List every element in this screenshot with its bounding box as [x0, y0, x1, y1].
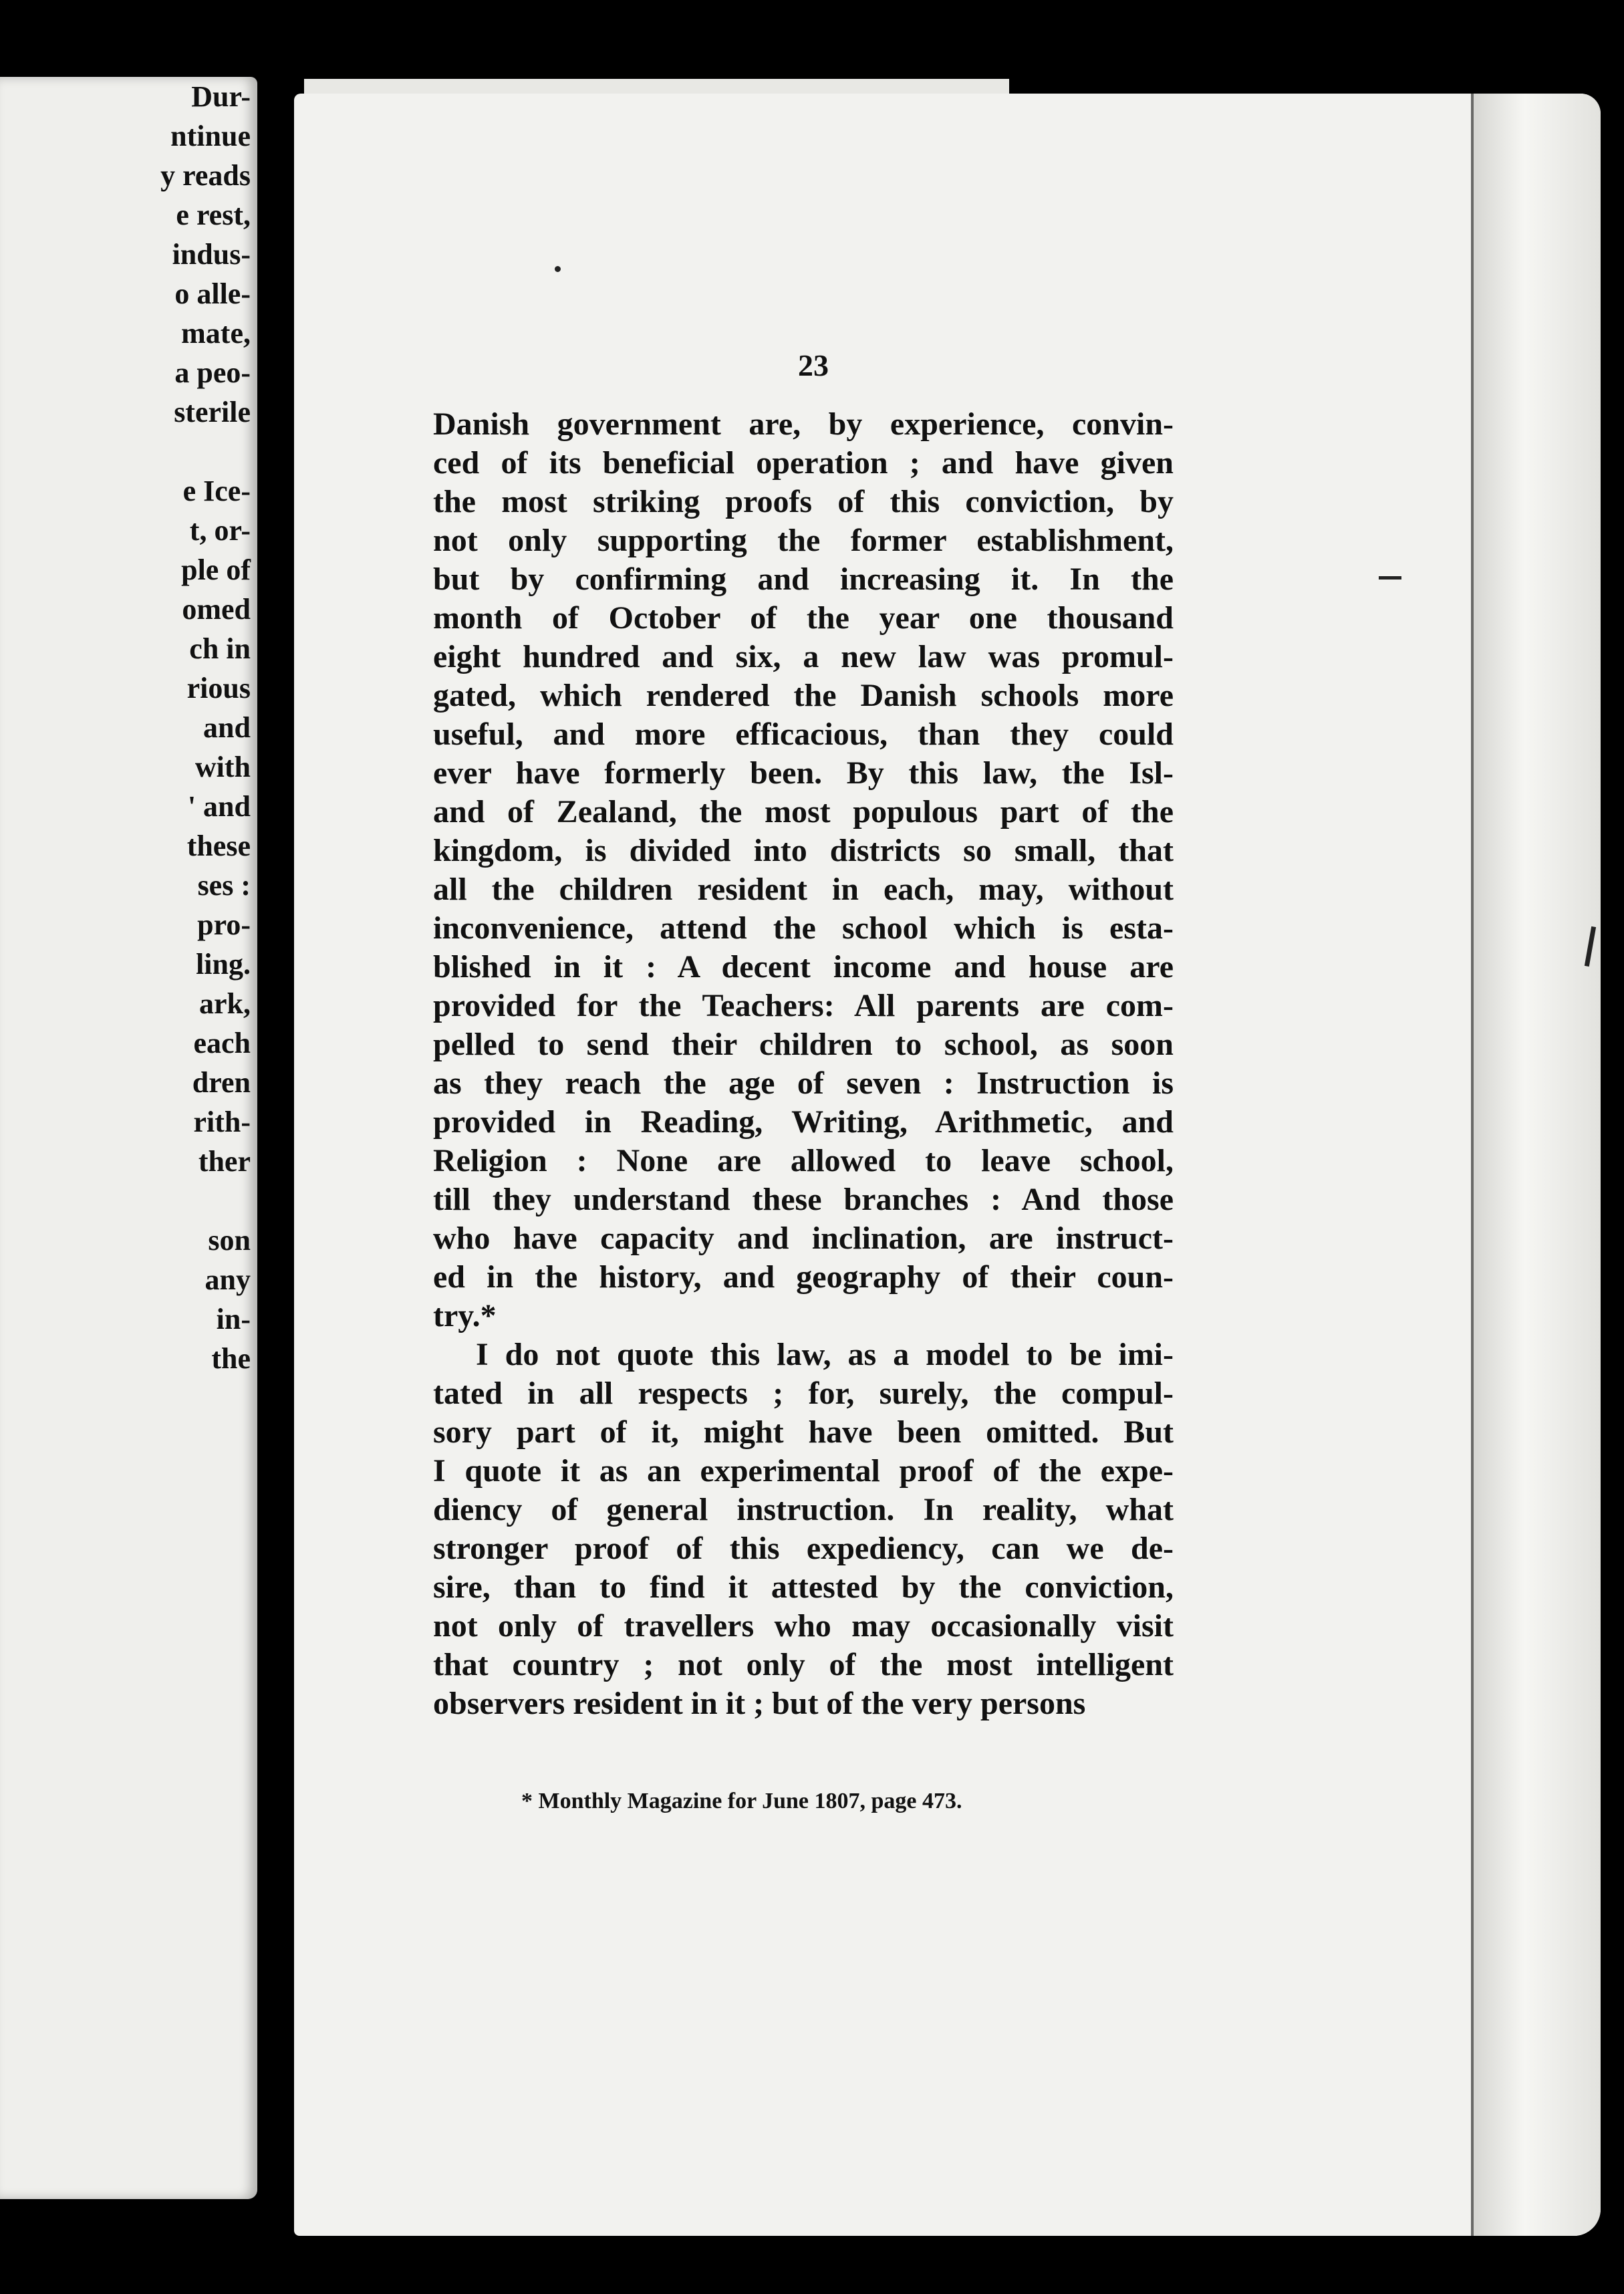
- left-page-line: mate,: [181, 317, 251, 350]
- text-line: pelled to send their children to school, as soon: [433, 1027, 1174, 1062]
- left-page-line: with: [194, 751, 251, 783]
- text-line: Danish government are, by experience, convin-: [433, 406, 1174, 442]
- left-page-line: omed: [182, 593, 251, 626]
- text-line: inconvenience, attend the school which is esta-: [433, 910, 1174, 946]
- text-line: till they understand these branches : And those: [433, 1182, 1174, 1217]
- text-line: blished in it : A decent income and house are: [433, 949, 1174, 985]
- left-page-line: [0, 1181, 251, 1221]
- left-page-line: ' and: [187, 790, 251, 823]
- left-page: [0, 77, 257, 2199]
- text-line: all the children resident in each, may, without: [433, 872, 1174, 907]
- body-text: [433, 405, 1174, 1723]
- text-line: ced of its beneficial operation ; and have given: [433, 445, 1174, 481]
- left-page-line: ple of: [181, 553, 251, 586]
- text-line: tated in all respects ; for, surely, the compul-: [433, 1376, 1174, 1411]
- text-line: kingdom, is divided into districts so small, that: [433, 833, 1174, 868]
- left-page-line: each: [193, 1027, 251, 1059]
- page-fore-edge: [1471, 94, 1601, 2236]
- text-line: but by confirming and increasing it. In the: [433, 561, 1174, 597]
- text-line: ever have formerly been. By this law, the Isl-: [433, 755, 1174, 791]
- left-page-line: y reads: [160, 159, 251, 192]
- left-page-line: sterile: [174, 396, 251, 428]
- left-page-line: any: [205, 1263, 251, 1296]
- text-line: try.*: [433, 1298, 497, 1333]
- left-page-line: indus-: [172, 238, 251, 271]
- footnote: * Monthly Magazine for June 1807, page 473.: [521, 1789, 962, 1813]
- text-line: not only of travellers who may occasionally visit: [433, 1608, 1174, 1644]
- text-line: gated, which rendered the Danish schools more: [433, 678, 1174, 713]
- left-page-line: ther: [198, 1145, 251, 1178]
- left-page-line: rious: [186, 672, 251, 705]
- text-line: useful, and more efficacious, than they could: [433, 717, 1174, 752]
- text-line: that country ; not only of the most intelligent: [433, 1647, 1174, 1682]
- left-page-line: ling.: [196, 948, 251, 981]
- text-line: diency of general instruction. In reality, what: [433, 1492, 1174, 1527]
- text-line: sory part of it, might have been omitted. But: [433, 1414, 1174, 1450]
- left-page-line: ntinue: [170, 120, 251, 152]
- left-page-line: dren: [192, 1066, 251, 1099]
- text-line: who have capacity and inclination, are instruct-: [433, 1221, 1174, 1256]
- book-gutter: [257, 67, 297, 2239]
- text-line: stronger proof of this expediency, can we de-: [433, 1531, 1174, 1566]
- left-page-line: t, or-: [189, 514, 251, 547]
- text-line: I quote it as an experimental proof of the expe-: [433, 1453, 1174, 1489]
- text-line: observers resident in it ; but of the very persons: [433, 1686, 1086, 1721]
- left-page-line: pro-: [197, 908, 251, 941]
- text-line: ed in the history, and geography of their coun-: [433, 1259, 1174, 1295]
- left-page-line: in-: [216, 1303, 251, 1335]
- text-line: and of Zealand, the most populous part of the: [433, 794, 1174, 830]
- text-line: as they reach the age of seven : Instruction is: [433, 1065, 1174, 1101]
- left-page-text: [0, 77, 251, 1378]
- left-page-line: rith-: [193, 1106, 251, 1138]
- left-page-line: son: [208, 1224, 251, 1257]
- left-page-line: these: [186, 830, 251, 862]
- left-page-line: and: [203, 711, 251, 744]
- left-page-line: a peo-: [174, 356, 251, 389]
- text-line: eight hundred and six, a new law was promul-: [433, 639, 1174, 674]
- left-page-line: Dur-: [191, 80, 251, 113]
- left-page-line: the: [211, 1342, 251, 1375]
- stray-dot-mark: [555, 266, 561, 272]
- left-page-line: ses :: [197, 869, 251, 902]
- text-line: Religion : None are allowed to leave school,: [433, 1143, 1174, 1178]
- margin-dash-mark: [1379, 576, 1401, 580]
- left-page-line: [0, 432, 251, 471]
- text-line: I do not quote this law, as a model to be imi-: [476, 1337, 1174, 1372]
- text-line: sire, than to find it attested by the conviction,: [433, 1569, 1174, 1605]
- page-number: 23: [798, 348, 829, 382]
- left-page-line: e rest,: [176, 199, 251, 231]
- left-page-line: ark,: [199, 987, 251, 1020]
- left-page-line: e Ice-: [182, 475, 251, 507]
- text-line: not only supporting the former establishment,: [433, 523, 1174, 558]
- text-line: month of October of the year one thousand: [433, 600, 1174, 636]
- text-line: the most striking proofs of this conviction, by: [433, 484, 1174, 519]
- text-line: provided for the Teachers: All parents are com-: [433, 988, 1174, 1023]
- left-page-line: o alle-: [174, 277, 251, 310]
- left-page-line: ch in: [189, 632, 251, 665]
- text-line: provided in Reading, Writing, Arithmetic, and: [433, 1104, 1174, 1140]
